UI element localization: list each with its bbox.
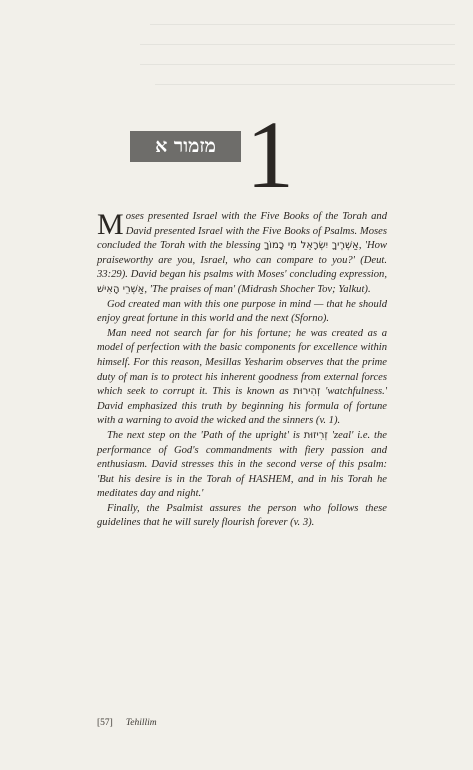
paragraph-1 — [97, 210, 387, 298]
psalm-heading-hebrew: מזמור א — [130, 131, 241, 162]
drop-cap: M — [97, 208, 124, 241]
hebrew-phrase-ashrei: אַשְׁרֵי הָאִישׁ — [97, 283, 145, 295]
page-footer — [97, 718, 157, 728]
psalm-number: 1 — [246, 101, 294, 208]
paragraph-4-text-a: The next step on the 'Path of the upright' is — [107, 429, 304, 441]
hebrew-phrase-deut: אַשְׁרֶיךָ יִשְׂרָאֵל מִי כָמוֹךָ — [263, 240, 359, 252]
paragraph-1-text-c: , 'The praises of man' (Midrash Shocher Tov; Yalkut). — [144, 283, 371, 295]
page-number: [57] — [97, 718, 113, 728]
book-title: Tehillim — [125, 718, 157, 728]
paragraph-3-text-b: 'watchfulness.' David emphasized this truth by beginning his formula of fortune with a warning to avoid the wicked and the sinners (v. 1). — [97, 386, 388, 427]
paragraph-3-text-a: Man need not search far for his fortune; he was created as a model of perfection with the basic components for excellence within himself. For this reason, Mesillas Yesharim observes that the prime duty of man is to protect his inherent goodness from external forces which seek to corrupt it. This is known as — [97, 327, 387, 398]
paragraph-1-text-a: oses presented Israel with the Five Books of the Torah and David presented Israel with the Five Books of Psalms. Moses concluded the Torah with the blessing — [97, 211, 387, 252]
paragraph-4 — [97, 429, 387, 502]
paragraph-4-text-b: 'zeal' i.e. the performance of God's commandments with fiery passion and enthusiasm. David stresses this in the second verse of this psalm: 'But his desire is in the Torah of HASHEM, and in his Torah he meditates day and night.' — [97, 429, 387, 500]
commentary-body — [97, 210, 387, 531]
paragraph-5: Finally, the Psalmist assures the person who follows these guidelines that he will surely flourish forever (v. 3). — [97, 502, 387, 529]
paragraph-3 — [97, 327, 387, 429]
paragraph-2: God created man with this one purpose in mind — that he should enjoy great fortune in this world and the next (Sforno). — [97, 298, 387, 325]
hebrew-word-zerizus: זְרִיזוּת — [303, 429, 328, 441]
show-through-bleed — [0, 0, 473, 110]
hebrew-word-zehirus: זְהִירוּת — [293, 386, 321, 398]
paragraph-1-text-b: , 'How praiseworthy are you, Israel, who can compare to you?' (Deut. 33:29). David began his psalms with Moses' concluding expression, — [97, 240, 387, 281]
